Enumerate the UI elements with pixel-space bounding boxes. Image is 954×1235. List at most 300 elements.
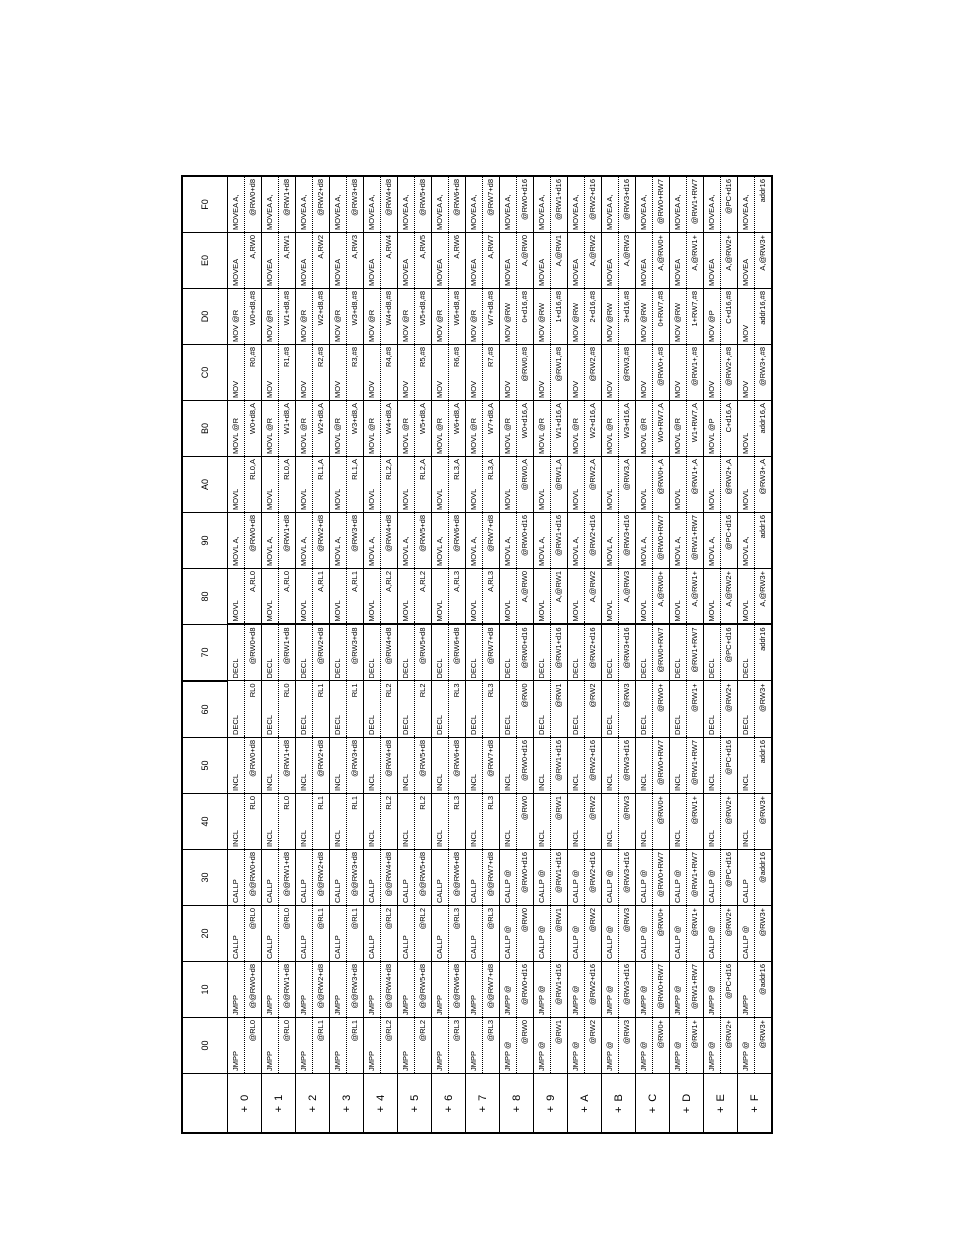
operand: @RW0+ [656, 796, 665, 825]
mnemonic: CALLP @ [602, 906, 619, 961]
operand: @RW2+d16 [588, 179, 597, 221]
mnemonic: DECL [602, 626, 619, 681]
mnemonic: JMPP [330, 1018, 347, 1073]
operand: A,RL3 [452, 571, 461, 592]
opcode-cell [364, 401, 398, 457]
column-header: B0 [182, 401, 228, 457]
opcode-cell [296, 513, 330, 569]
mnemonic: MOVL [466, 569, 483, 624]
mnemonic: JMPP [228, 962, 245, 1017]
mnemonic: MOVL [738, 457, 755, 512]
opcode-cell [738, 962, 773, 1018]
row-header: + 1 [262, 1074, 296, 1134]
mnemonic: JMPP @ [704, 962, 721, 1017]
opcode-cell [738, 457, 773, 513]
operand: @RW5+d8 [418, 515, 427, 552]
mnemonic: CALLP [330, 906, 347, 961]
opcode-cell [466, 233, 500, 289]
operand: RL0 [248, 796, 257, 810]
mnemonic: JMPP @ [500, 1018, 517, 1073]
opcode-cell [738, 794, 773, 850]
operand: @RW2+d16 [588, 515, 597, 557]
mnemonic: JMPP @ [568, 1018, 585, 1073]
operand: A,RW0 [248, 235, 257, 259]
opcode-cell [330, 962, 364, 1018]
opcode-cell [534, 850, 568, 906]
opcode-cell [534, 1018, 568, 1074]
opcode-cell [534, 233, 568, 289]
opcode-cell [602, 906, 636, 962]
table-body [228, 176, 773, 1133]
mnemonic: MOV [330, 345, 347, 400]
mnemonic: MOVL [228, 569, 245, 624]
operand: RL2 [418, 796, 427, 810]
opcode-cell [568, 569, 602, 625]
mnemonic: CALLP @ [500, 850, 517, 905]
mnemonic: INCL [364, 794, 381, 849]
operand: @RW1+RW7 [690, 627, 699, 673]
row-header: + 5 [398, 1074, 432, 1134]
operand: W5+d8,#8 [418, 291, 427, 326]
mnemonic: MOV [432, 345, 449, 400]
operand: @addr16 [758, 964, 767, 995]
column-header: 20 [182, 906, 228, 962]
opcode-cell [330, 906, 364, 962]
mnemonic: DECL [670, 682, 687, 738]
operand: @RW0+d16 [520, 179, 529, 221]
mnemonic: MOVEA A, [602, 177, 619, 232]
mnemonic: CALLP @ [670, 850, 687, 905]
operand: @RW1 [554, 1020, 563, 1045]
operand: RL0 [282, 683, 291, 698]
mnemonic: MOVL @R [432, 401, 449, 456]
mnemonic: DECL [568, 626, 585, 681]
operand: @RW1+d8 [282, 515, 291, 552]
corner-cell [182, 1074, 228, 1134]
opcode-cell [330, 850, 364, 906]
mnemonic: MOVL A, [568, 513, 585, 568]
operand: A,RW1 [282, 235, 291, 259]
mnemonic: MOVL @R [364, 401, 381, 456]
column-header: F0 [182, 176, 228, 233]
mnemonic: DECL [228, 682, 245, 738]
mnemonic: DECL [704, 626, 721, 681]
operand: @RW4+d8 [384, 740, 393, 777]
opcode-cell [262, 233, 296, 289]
opcode-cell [398, 345, 432, 401]
mnemonic: MOVEA [398, 233, 415, 288]
mnemonic: MOVEA [228, 233, 245, 288]
operand: @RW3+,A [758, 459, 767, 495]
opcode-cell [262, 176, 296, 233]
operand: @RW1+RW7 [690, 852, 699, 898]
operand: @RW3+d16 [622, 964, 631, 1006]
mnemonic: MOVL [364, 457, 381, 512]
opcode-cell [296, 738, 330, 794]
opcode-cell [364, 569, 398, 625]
mnemonic: MOVEA A, [228, 177, 245, 232]
operand: A,@RW1 [554, 235, 563, 267]
opcode-cell [466, 906, 500, 962]
opcode-cell [398, 681, 432, 738]
operand: @RW1+d16 [554, 627, 563, 669]
mnemonic: JMPP [432, 1018, 449, 1073]
opcode-cell [228, 233, 262, 289]
table-row [330, 176, 364, 1133]
opcode-cell [534, 345, 568, 401]
opcode-cell [602, 345, 636, 401]
opcode-cell [534, 176, 568, 233]
operand: @RW0+d8 [248, 740, 257, 777]
mnemonic: MOVEA [534, 233, 551, 288]
opcode-cell [738, 625, 773, 682]
mnemonic: JMPP [398, 1018, 415, 1073]
opcode-cell [738, 850, 773, 906]
mnemonic: MOVEA A, [704, 177, 721, 232]
mnemonic: INCL [738, 794, 755, 849]
opcode-cell [466, 850, 500, 906]
mnemonic: MOVL A, [296, 513, 313, 568]
operand: addr16,#8 [758, 291, 767, 325]
table-header [182, 176, 228, 1133]
operand: @RL0 [282, 1020, 291, 1042]
row-header: + D [670, 1074, 704, 1134]
opcode-cell [228, 569, 262, 625]
opcode-cell [364, 962, 398, 1018]
mnemonic: DECL [432, 626, 449, 681]
opcode-cell [602, 457, 636, 513]
operand: RL1,A [350, 459, 359, 480]
opcode-cell [432, 625, 466, 682]
operand: RL0,A [248, 459, 257, 480]
mnemonic: MOVL A, [738, 513, 755, 568]
operand: @@RW7+d8 [486, 964, 495, 1009]
operand: @RL1 [350, 908, 359, 930]
operand: addr16,A [758, 403, 767, 434]
opcode-cell [534, 289, 568, 345]
opcode-table [181, 175, 773, 1134]
mnemonic: JMPP [330, 962, 347, 1017]
mnemonic: MOVL [602, 569, 619, 624]
opcode-cell [228, 962, 262, 1018]
operand: W3+d8,A [350, 403, 359, 435]
mnemonic: INCL [398, 794, 415, 849]
operand: @RW0+,A [656, 459, 665, 495]
table-row [602, 176, 636, 1133]
opcode-cell [466, 738, 500, 794]
opcode-cell [636, 233, 670, 289]
mnemonic: MOVL [568, 569, 585, 624]
mnemonic: MOVL A, [228, 513, 245, 568]
opcode-cell [670, 794, 704, 850]
mnemonic: MOVL A, [636, 513, 653, 568]
operand: @RL2 [418, 1020, 427, 1042]
mnemonic: INCL [296, 794, 313, 849]
opcode-cell [636, 176, 670, 233]
mnemonic: MOVL @R [602, 401, 619, 456]
operand: @RW0,A [520, 459, 529, 491]
operand: W7+d8,A [486, 403, 495, 435]
opcode-cell [568, 289, 602, 345]
operand: W0+d8,#8 [248, 291, 257, 326]
operand: @RW2,#8 [588, 347, 597, 382]
opcode-cell [296, 176, 330, 233]
operand: addr16 [758, 515, 767, 539]
mnemonic: MOVL [738, 401, 755, 456]
opcode-cell [704, 345, 738, 401]
mnemonic: JMPP [262, 1018, 279, 1073]
opcode-cell [432, 176, 466, 233]
operand: A,RW2 [316, 235, 325, 259]
opcode-cell [330, 176, 364, 233]
opcode-cell [228, 681, 262, 738]
column-header-row [182, 176, 228, 1133]
opcode-cell [466, 457, 500, 513]
operand: W6+d8,#8 [452, 291, 461, 326]
opcode-cell [738, 681, 773, 738]
operand: RL0,A [282, 459, 291, 480]
operand: @@RW0+d8 [248, 964, 257, 1009]
mnemonic: MOVEA A, [364, 177, 381, 232]
opcode-cell [296, 850, 330, 906]
mnemonic: MOV [262, 345, 279, 400]
operand: @RW2 [588, 796, 597, 821]
opcode-cell [364, 233, 398, 289]
mnemonic: INCL [602, 738, 619, 793]
opcode-cell [602, 233, 636, 289]
mnemonic: JMPP @ [670, 1018, 687, 1073]
mnemonic: INCL [568, 794, 585, 849]
operand: @RW0+d16 [520, 627, 529, 669]
opcode-cell [296, 457, 330, 513]
opcode-cell [398, 1018, 432, 1074]
operand: A,@RW0+ [656, 571, 665, 607]
opcode-cell [670, 738, 704, 794]
operand: @RW7+d8 [486, 515, 495, 552]
mnemonic: MOV @RW [636, 289, 653, 344]
opcode-cell [262, 457, 296, 513]
operand: @RW3+d8 [350, 627, 359, 665]
operand: A,RW5 [418, 235, 427, 259]
mnemonic: JMPP [296, 962, 313, 1017]
operand: RL1 [316, 796, 325, 810]
mnemonic: JMPP @ [534, 1018, 551, 1073]
opcode-cell [466, 794, 500, 850]
opcode-cell [500, 850, 534, 906]
operand: A,@RW1 [554, 571, 563, 603]
mnemonic: INCL [602, 794, 619, 849]
operand: @RW0+d8 [248, 179, 257, 216]
row-header: + F [738, 1074, 773, 1134]
mnemonic: MOVL [704, 457, 721, 512]
opcode-cell [704, 906, 738, 962]
operand: @RL3 [452, 908, 461, 930]
mnemonic: MOVL A, [364, 513, 381, 568]
opcode-cell [602, 625, 636, 682]
mnemonic: JMPP @ [636, 1018, 653, 1073]
opcode-cell [228, 176, 262, 233]
mnemonic: INCL [262, 794, 279, 849]
opcode-cell [738, 345, 773, 401]
opcode-cell [262, 401, 296, 457]
operand: A,@RW2 [588, 571, 597, 603]
opcode-cell [534, 681, 568, 738]
operand: @RW0 [520, 1020, 529, 1045]
opcode-cell [398, 850, 432, 906]
operand: A,RL2 [384, 571, 393, 592]
mnemonic: CALLP [466, 850, 483, 905]
operand: @RW1+d16 [554, 852, 563, 894]
mnemonic: CALLP [364, 906, 381, 961]
mnemonic: DECL [296, 626, 313, 681]
opcode-cell [568, 625, 602, 682]
mnemonic: DECL [330, 626, 347, 681]
mnemonic: MOV [602, 345, 619, 400]
mnemonic: DECL [432, 682, 449, 738]
opcode-cell [262, 1018, 296, 1074]
operand: RL1 [316, 683, 325, 698]
mnemonic: MOVL A, [262, 513, 279, 568]
mnemonic: MOV [738, 289, 755, 344]
operand: @PC+d16 [724, 852, 733, 887]
mnemonic: MOV @RW [568, 289, 585, 344]
opcode-cell [398, 401, 432, 457]
mnemonic: MOVL @R [466, 401, 483, 456]
operand: W1+d8,A [282, 403, 291, 435]
mnemonic: MOVEA A, [568, 177, 585, 232]
column-header: D0 [182, 289, 228, 345]
opcode-cell [262, 513, 296, 569]
operand: @RW3 [622, 908, 631, 933]
operand: A,RL2 [418, 571, 427, 592]
opcode-cell [568, 681, 602, 738]
mnemonic: MOVL @R [534, 401, 551, 456]
opcode-cell [296, 625, 330, 682]
mnemonic: JMPP [364, 962, 381, 1017]
mnemonic: MOVEA A, [466, 177, 483, 232]
operand: A,RL0 [248, 571, 257, 592]
mnemonic: MOVL [398, 457, 415, 512]
mnemonic: INCL [228, 738, 245, 793]
operand: W4+d8,A [384, 403, 393, 435]
row-header: + E [704, 1074, 738, 1134]
column-header: 50 [182, 738, 228, 794]
mnemonic: INCL [228, 794, 245, 849]
opcode-cell [500, 738, 534, 794]
mnemonic: MOV [568, 345, 585, 400]
operand: W3+d16,A [622, 403, 631, 439]
operand: @RW4+d8 [384, 179, 393, 216]
mnemonic: CALLP @ [568, 906, 585, 961]
opcode-cell [432, 906, 466, 962]
opcode-cell [262, 906, 296, 962]
mnemonic: DECL [398, 626, 415, 681]
opcode-cell [534, 569, 568, 625]
row-header: + 3 [330, 1074, 364, 1134]
operand: @@RW3+d8 [350, 852, 359, 897]
operand: @RW1+RW7 [690, 515, 699, 561]
opcode-cell [602, 1018, 636, 1074]
mnemonic: CALLP [738, 850, 755, 905]
mnemonic: INCL [738, 738, 755, 793]
mnemonic: MOV @P [704, 289, 721, 344]
mnemonic: MOV [636, 345, 653, 400]
operand: @RW2+d8 [316, 179, 325, 216]
opcode-cell [602, 401, 636, 457]
opcode-cell [228, 850, 262, 906]
operand: A,@RW3+ [758, 235, 767, 271]
column-header: A0 [182, 457, 228, 513]
mnemonic: JMPP @ [568, 962, 585, 1017]
operand: @RW2 [588, 908, 597, 933]
mnemonic: MOVL [296, 569, 313, 624]
mnemonic: MOVL [636, 457, 653, 512]
operand: RL3,A [486, 459, 495, 480]
mnemonic: CALLP [466, 906, 483, 961]
opcode-cell [466, 513, 500, 569]
operand: A,@RW0 [520, 571, 529, 603]
operand: @RW3+ [758, 908, 767, 937]
opcode-cell [670, 401, 704, 457]
operand: RL2 [384, 796, 393, 810]
operand: @RW1+d8 [282, 740, 291, 777]
operand: @RW2+d16 [588, 627, 597, 669]
mnemonic: DECL [602, 682, 619, 738]
opcode-cell [228, 794, 262, 850]
operand: @RW2+ [724, 796, 733, 825]
operand: @RW6+d8 [452, 740, 461, 777]
opcode-cell [568, 345, 602, 401]
operand: A,@RW0 [520, 235, 529, 267]
table-row [228, 176, 262, 1133]
mnemonic: MOVL @R [670, 401, 687, 456]
mnemonic: MOV @RW [602, 289, 619, 344]
mnemonic: MOVL [568, 457, 585, 512]
operand: R0,#8 [248, 347, 257, 368]
opcode-cell [738, 906, 773, 962]
operand: @@RW5+d8 [418, 852, 427, 897]
column-header: 60 [182, 681, 228, 738]
opcode-cell [636, 569, 670, 625]
operand: @RW2+d16 [588, 852, 597, 894]
opcode-cell [704, 176, 738, 233]
operand: @RW3,A [622, 459, 631, 491]
opcode-cell [602, 794, 636, 850]
operand: A,@RW0+ [656, 235, 665, 271]
opcode-cell [602, 738, 636, 794]
operand: RL2,A [418, 459, 427, 480]
mnemonic: MOV @RW [670, 289, 687, 344]
operand: @RW0+d16 [520, 740, 529, 782]
mnemonic: JMPP [398, 962, 415, 1017]
opcode-cell [330, 625, 364, 682]
operand: W2+d16,A [588, 403, 597, 439]
operand: @@RW2+d8 [316, 852, 325, 897]
opcode-cell [432, 794, 466, 850]
mnemonic: MOVEA [364, 233, 381, 288]
operand: W2+d8,A [316, 403, 325, 435]
opcode-cell [636, 457, 670, 513]
mnemonic: JMPP @ [534, 962, 551, 1017]
mnemonic: MOVL [262, 457, 279, 512]
operand: @RW3+ [758, 683, 767, 713]
mnemonic: INCL [296, 738, 313, 793]
operand: @RW2+d8 [316, 627, 325, 665]
operand: @RW3+,#8 [758, 347, 767, 386]
operand: @RW1 [554, 683, 563, 708]
mnemonic: MOVL [330, 569, 347, 624]
mnemonic: JMPP [432, 962, 449, 1017]
